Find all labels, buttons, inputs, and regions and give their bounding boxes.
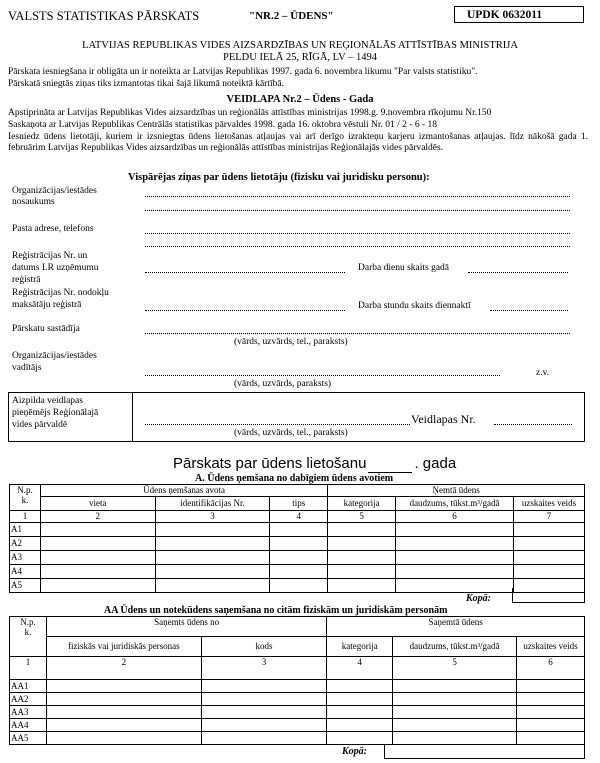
table-cell[interactable]	[513, 523, 584, 537]
table-cell[interactable]	[155, 565, 270, 579]
table-aa-title: AA Ūdens un notekūdens saņemšana no citām fiziskām un juridiskām personām	[104, 605, 448, 616]
table-cell[interactable]	[517, 732, 585, 745]
table-cell[interactable]	[201, 732, 327, 745]
statistics-report-title: VALSTS STATISTIKAS PĀRSKATS	[8, 9, 200, 23]
table-aa-col-header: uzskaites veids	[517, 637, 585, 657]
table-cell[interactable]	[270, 551, 328, 565]
legal-notice: Pārskata iesniegšana ir obligāta un ir noteikta ar Latvijas Republikas 1997. gada 6. novembra likumu "Par valsts statistiku".	[8, 67, 478, 77]
table-cell[interactable]	[393, 693, 517, 706]
tax-registration-input-line[interactable]	[145, 310, 345, 311]
table-cell[interactable]	[517, 706, 585, 719]
table-a-col-header: identifikācijas Nr.	[155, 497, 270, 511]
org-name-label-2: nosaukums	[12, 197, 55, 207]
table-cell[interactable]	[393, 706, 517, 719]
table-aa-col-number: 4	[327, 657, 393, 680]
table-aa-col-header: kods	[201, 637, 327, 657]
table-cell[interactable]	[517, 680, 585, 693]
table-cell[interactable]	[513, 551, 584, 565]
report-title	[173, 455, 456, 473]
report-title-end: . gada	[414, 455, 457, 472]
stamp-label: z.v.	[536, 368, 550, 378]
table-a-title: A. Ūdens ņemšana no dabīgiem ūdens avotiem	[195, 473, 394, 484]
table-a	[9, 484, 585, 593]
table-row	[10, 523, 585, 537]
table-cell[interactable]	[40, 537, 155, 551]
table-row	[10, 551, 585, 565]
head-label-2: vadītājs	[12, 363, 42, 373]
table-a-col-number: 1	[10, 511, 41, 523]
table-cell[interactable]	[393, 732, 517, 745]
table-cell[interactable]	[201, 693, 327, 706]
acceptor-hint: (vārds, uzvārds, tel., paraksts)	[234, 428, 348, 438]
acceptor-label-3: vides pārvaldē	[12, 420, 68, 430]
table-cell[interactable]	[327, 719, 393, 732]
table-row	[10, 579, 585, 593]
table-row	[10, 732, 585, 745]
table-cell[interactable]	[328, 565, 396, 579]
table-cell[interactable]	[46, 732, 201, 745]
table-aa-water-group-header: Saņemtā ūdens	[327, 617, 585, 637]
table-cell[interactable]	[40, 523, 155, 537]
acceptor-input-line[interactable]	[145, 424, 410, 425]
row-label: A1	[10, 523, 41, 537]
org-name-line-2[interactable]	[145, 210, 570, 211]
table-cell[interactable]	[396, 551, 514, 565]
table-cell[interactable]	[393, 680, 517, 693]
table-row	[10, 719, 585, 732]
coordination-line: Saskaņota ar Latvijas Republikas Centrālās statistikas pārvaldes 1998. gada 16. oktobra vēstuli Nr. 01 / 2 - 6 - 18	[8, 120, 437, 130]
approval-line: Apstiprināta ar Latvijas Republikas Vides aizsardzības un reģionālās attīstības ministrijas 1998.g. 9.novembra rīkojumu Nr.150	[8, 108, 492, 118]
table-a-water-group-header: Ņemtā ūdens	[328, 485, 585, 497]
table-cell[interactable]	[40, 565, 155, 579]
table-cell[interactable]	[328, 523, 396, 537]
table-cell[interactable]	[517, 719, 585, 732]
table-aa-col-header: fiziskās vai juridiskās personas	[46, 637, 201, 657]
report-year-input[interactable]	[368, 455, 412, 473]
registration-label-1: Reģistrācijas Nr. un	[12, 251, 88, 261]
acceptor-box-divider	[132, 392, 133, 442]
acceptor-label-2: pieņēmējs Reģionālajā	[12, 408, 99, 418]
row-label: AA2	[10, 693, 47, 706]
org-name-line-1[interactable]	[145, 196, 570, 197]
table-cell[interactable]	[155, 537, 270, 551]
table-a-col-number: 7	[513, 511, 584, 523]
table-aa-total-label: Kopā:	[342, 746, 367, 757]
table-cell[interactable]	[328, 537, 396, 551]
table-aa-col-header: daudzums, tūkst.m³/gadā	[393, 637, 517, 657]
table-cell[interactable]	[270, 565, 328, 579]
table-cell[interactable]	[270, 579, 328, 593]
table-a-np-header: N.p. k.	[10, 485, 41, 511]
table-cell[interactable]	[201, 719, 327, 732]
table-a-col-number: 6	[396, 511, 514, 523]
table-cell[interactable]	[328, 579, 396, 593]
row-label: A4	[10, 565, 41, 579]
table-a-col-number: 5	[328, 511, 396, 523]
table-cell[interactable]	[270, 523, 328, 537]
table-a-col-header: tips	[270, 497, 328, 511]
table-a-col-header: daudzums, tūkst.m³/gadā	[396, 497, 514, 511]
table-aa-col-number: 6	[517, 657, 585, 680]
table-aa-col-number: 3	[201, 657, 327, 680]
table-row	[10, 680, 585, 693]
table-cell[interactable]	[46, 719, 201, 732]
table-a-col-number: 4	[270, 511, 328, 523]
form-name: "NR.2 – ŪDENS"	[249, 10, 334, 22]
work-hours-label: Darba stundu skaits diennaktī	[358, 301, 471, 311]
table-aa-source-group-header: Saņemts ūdens no	[46, 617, 326, 637]
table-aa	[9, 616, 585, 745]
registration-input-line[interactable]	[145, 272, 345, 273]
table-aa-total-cell[interactable]	[384, 745, 585, 759]
table-aa-col-number: 1	[10, 657, 47, 680]
table-a-total-label: Kopā:	[466, 593, 491, 604]
head-input-line[interactable]	[145, 375, 500, 376]
acceptor-label-1: Aizpilda veidlapas	[12, 396, 83, 406]
row-label: A5	[10, 579, 41, 593]
table-cell[interactable]	[46, 680, 201, 693]
privacy-notice: Pārskatā sniegtās ziņas tiks izmantotas tikai šajā likumā noteiktā kārtībā.	[8, 79, 284, 89]
table-cell[interactable]	[201, 706, 327, 719]
table-cell[interactable]	[155, 551, 270, 565]
general-info-heading: Vispārējas ziņas par ūdens lietotāju (fizisku vai juridisku personu):	[128, 172, 430, 183]
compiler-label: Pārskatu sastādīja	[12, 324, 80, 334]
table-cell[interactable]	[396, 523, 514, 537]
table-cell[interactable]	[201, 680, 327, 693]
form-title: VEIDLAPA Nr.2 – Ūdens - Gada	[226, 94, 374, 105]
tax-registration-label-2: maksātāju reģistrā	[12, 300, 82, 310]
table-cell[interactable]	[155, 579, 270, 593]
table-aa-col-header: kategorija	[327, 637, 393, 657]
form-number-label: Veidlapas Nr.	[411, 412, 476, 426]
table-cell[interactable]	[155, 523, 270, 537]
table-cell[interactable]	[46, 693, 201, 706]
row-label: A3	[10, 551, 41, 565]
row-label: AA3	[10, 706, 47, 719]
table-cell[interactable]	[513, 565, 584, 579]
table-row	[10, 693, 585, 706]
head-hint: (vārds, uzvārds, paraksts)	[234, 379, 332, 389]
compiler-hint: (vārds, uzvārds, tel., paraksts)	[234, 337, 348, 347]
table-a-col-header: vieta	[40, 497, 155, 511]
table-a-total-cell[interactable]	[512, 588, 585, 603]
org-name-label-1: Organizācijas/iestādes	[12, 186, 97, 196]
code-box: UPDK 0632011	[454, 6, 584, 23]
table-cell[interactable]	[270, 537, 328, 551]
table-cell[interactable]	[40, 579, 155, 593]
row-label: A2	[10, 537, 41, 551]
table-row	[10, 706, 585, 719]
registration-label-3: reģistrā	[12, 275, 41, 285]
table-cell[interactable]	[396, 579, 514, 593]
table-row	[10, 537, 585, 551]
tax-registration-label-1: Reģistrācijas Nr. nodokļu	[12, 288, 109, 298]
table-a-col-number: 2	[40, 511, 155, 523]
address-line-2[interactable]	[145, 246, 570, 247]
table-a-col-number: 3	[155, 511, 270, 523]
ministry-name: LATVIJAS REPUBLIKAS VIDES AIZSARDZĪBAS UN REĢIONĀLĀS ATTĪSTĪBAS MINISTRIJA	[82, 40, 518, 51]
head-label-1: Organizācijas/iestādes	[12, 351, 97, 361]
table-cell[interactable]	[327, 732, 393, 745]
table-aa-np-header: N.p. k.	[10, 617, 47, 657]
table-cell[interactable]	[513, 537, 584, 551]
row-label: AA5	[10, 732, 47, 745]
work-hours-input-line[interactable]	[490, 310, 568, 311]
form-number-input-line[interactable]	[494, 424, 572, 425]
table-cell[interactable]	[393, 719, 517, 732]
table-a-col-header: uzskaites veids	[513, 497, 584, 511]
address-label: Pasta adrese, telefons	[12, 224, 94, 234]
row-label: AA1	[10, 680, 47, 693]
ministry-address: PELDU IELĀ 25, RĪGĀ, LV – 1494	[223, 52, 377, 63]
address-line-1[interactable]	[145, 233, 570, 234]
compiler-input-line[interactable]	[145, 333, 570, 334]
table-cell[interactable]	[327, 680, 393, 693]
work-days-label: Darba dienu skaits gadā	[358, 263, 450, 273]
table-cell[interactable]	[396, 565, 514, 579]
table-a-col-header: kategorija	[328, 497, 396, 511]
table-cell[interactable]	[517, 693, 585, 706]
table-cell[interactable]	[327, 693, 393, 706]
table-cell[interactable]	[327, 706, 393, 719]
row-label: AA4	[10, 719, 47, 732]
table-aa-col-number: 5	[393, 657, 517, 680]
report-title-start: Pārskats par ūdens lietošanu	[173, 455, 367, 472]
table-a-source-group-header: Ūdens ņemšanas avota	[40, 485, 327, 497]
registration-label-2: datums LR uzņēmumu	[12, 263, 99, 273]
table-row	[10, 565, 585, 579]
table-cell[interactable]	[40, 551, 155, 565]
work-days-input-line[interactable]	[468, 272, 568, 273]
table-cell[interactable]	[46, 706, 201, 719]
submission-paragraph: Iesniedz ūdens lietotāji, kuriem ir izsniegtas ūdens lietošanas atļaujas vai arī derīgo izrakteņu karjeru izmantošanas atļaujas. līdz nākošā gada 1. februārim Latvijas Republikas Vides aizsardzības un reģionālās attīstības ministrijas Reģionālajās vides pārvaldēs.	[8, 132, 588, 153]
table-aa-col-number: 2	[46, 657, 201, 680]
table-cell[interactable]	[396, 537, 514, 551]
table-cell[interactable]	[328, 551, 396, 565]
